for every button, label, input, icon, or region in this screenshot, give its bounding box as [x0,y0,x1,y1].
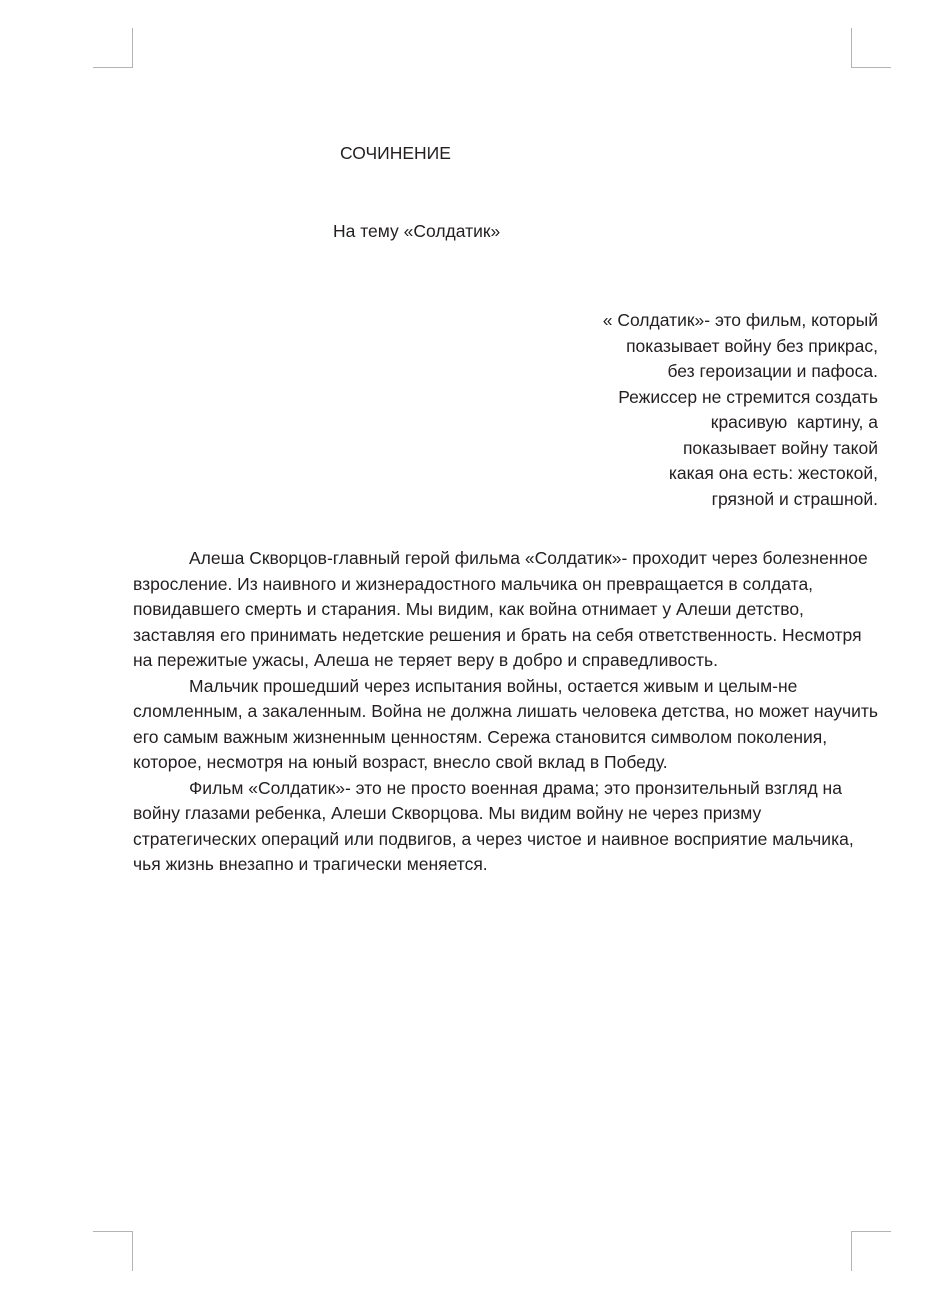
epigraph-line: красивую картину, а [710,412,878,432]
crop-mark-horizontal-line [93,1231,133,1232]
crop-mark-horizontal-line [851,1231,891,1232]
epigraph-line: Режиссер не стремится создать [618,386,878,407]
epigraph-line: грязной и страшной. [711,488,878,509]
crop-mark-top-left [93,28,133,68]
crop-mark-vertical-line [851,1231,852,1271]
crop-mark-horizontal-line [93,67,133,68]
crop-mark-vertical-line [851,28,852,68]
essay-subtitle: На тему «Солдатик» [333,221,501,241]
epigraph-line: показывает войну такой [682,437,878,458]
epigraph-line: показывает войну без прикрас, [626,335,878,356]
essay-title-block [133,88,878,296]
epigraph-block [133,308,878,512]
crop-mark-horizontal-line [851,67,891,68]
epigraph-line: « Солдатик»- это фильм, который [602,310,878,330]
crop-mark-bottom-right [851,1231,891,1271]
crop-mark-vertical-line [132,28,133,68]
body-paragraph: Мальчик прошедший через испытания войны, остается живым и целым-не сломленным, а закаленным. Война не должна лишать человека детства, но может научить его самым важным жизненным ценностям. Сережа становится символом поколения, которое, несмотря на юный возраст, внесло свой вклад в Победу. [133,675,878,772]
epigraph-line: какая она есть: жестокой, [668,463,878,483]
body-paragraph: Алеша Скворцов-главный герой фильма «Солдатик»- проходит через болезненное взросление. Из наивного и жизнерадостного мальчика он превращается в солдата, повидавшего смерть и старания. Мы видим, как война отнимает у Алеши детство, заставляя его принимать недетские решения и брать на себя ответственность. Несмотря на пережитые ужасы, Алеша не теряет веру в добро и справедливость. [133,548,868,670]
body-paragraph: Фильм «Солдатик»- это не просто военная драма; это пронзительный взгляд на войну глазами ребенка, Алеши Скворцова. Мы видим войну не через призму стратегических операций или подвигов, а через чистое и наивное восприятие мальчика, чья жизнь внезапно и трагически меняется. [133,777,854,874]
crop-mark-top-right [851,28,891,68]
crop-mark-vertical-line [132,1231,133,1271]
crop-mark-bottom-left [93,1231,133,1271]
essay-body [133,546,878,878]
epigraph-line: без героизации и пафоса. [667,361,878,381]
essay-heading: СОЧИНЕНИЕ [340,143,451,163]
document-content [133,88,878,878]
